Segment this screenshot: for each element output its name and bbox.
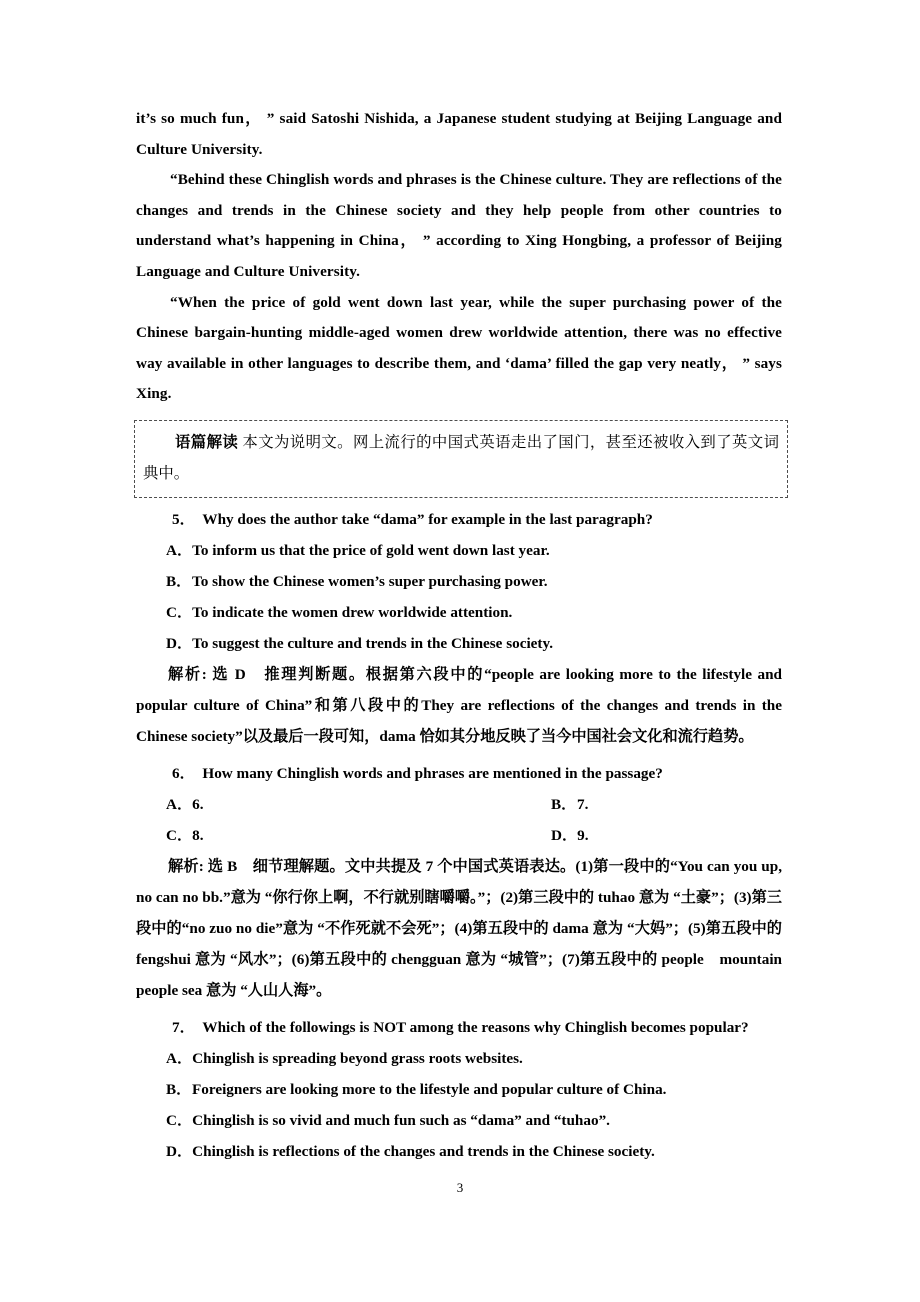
question-explanation [136, 851, 782, 1006]
question-stem [136, 504, 782, 535]
option-row [136, 789, 782, 820]
body-paragraph: “Behind these Chinglish words and phrases is the Chinese culture. They are reflections of the changes and trends in the Chinese society and they help people from other countries to understand what’s happening in China， ” according to Xing Hongbing, a professor of Beijing Language and Culture University. [136, 171, 782, 280]
explanation-body: 细节理解题。文中共提及 7 个中国式英语表达。(1)第一段中的“You can you up, no can no bb.”意为 “你行你上啊，不行就别瞎嚼嚼。”；(2)第三段中的 tuhao 意为 “土豪”；(3)第三段中的“no zuo no die”意为 “不作死就不会死”；(4)第五段中的 dama 意为 “大妈”；(5)第五段中的 fengshui 意为 “风水”；(6)第五段中的 chengguan 意为 “城管”；(7)第五段中的 people mountain people sea 意为 “人山人海”。 [136, 857, 782, 999]
option-letter: D． [551, 826, 578, 844]
question-text: How many Chinglish words and phrases are mentioned in the passage? [202, 764, 663, 782]
explanation-label: 解析: [168, 665, 207, 683]
explanation-body: 推理判断题。根据第六段中的“people are looking more to the lifestyle and popular culture of China”和第八段中的They are reflections of the changes and trends in the Chinese society”以及最后一段可知，dama 恰如其分地反映了当今中国社会文化和流行趋势。 [136, 665, 783, 745]
question-number: 5． [172, 510, 195, 528]
option-text: Chinglish is so vivid and much fun such as “dama” and “tuhao”. [192, 1111, 610, 1129]
passage-analysis-label: 语篇解读 [175, 433, 239, 451]
option-text: Chinglish is spreading beyond grass roots websites. [192, 1049, 523, 1067]
option-d[interactable] [136, 628, 782, 659]
option-letter: A． [166, 1049, 193, 1067]
option-b[interactable] [136, 566, 782, 597]
option-letter: C． [166, 603, 193, 621]
page-content [136, 104, 782, 1167]
body-paragraph: it’s so much fun， ” said Satoshi Nishida, a Japanese student studying at Beijing Language and Culture University. [136, 110, 782, 158]
question-stem [136, 1012, 782, 1043]
option-letter: D． [166, 634, 193, 652]
explanation-answer: 选 D [206, 665, 265, 683]
option-text: 8. [192, 826, 204, 844]
option-text: 6. [192, 795, 204, 813]
option-a[interactable] [136, 1043, 782, 1074]
explanation-label: 解析: [168, 857, 204, 875]
option-letter: C． [166, 826, 193, 844]
option-letter: C． [166, 1111, 193, 1129]
question-5 [136, 504, 782, 752]
option-letter: B． [166, 572, 192, 590]
passage-analysis-body: 本文为说明文。网上流行的中国式英语走出了国门，甚至还被收入到了英文词典中。 [143, 433, 779, 482]
option-c[interactable] [166, 820, 551, 851]
page-number: 3 [456, 1180, 464, 1195]
option-text: Foreigners are looking more to the lifestyle and popular culture of China. [192, 1080, 667, 1098]
question-stem [136, 758, 782, 789]
option-c[interactable] [136, 1105, 782, 1136]
option-text: Chinglish is reflections of the changes and trends in the Chinese society. [192, 1142, 655, 1160]
option-b[interactable] [551, 789, 782, 820]
question-number: 6． [172, 764, 195, 782]
option-text: To suggest the culture and trends in the Chinese society. [192, 634, 554, 652]
option-letter: B． [551, 795, 577, 813]
option-c[interactable] [136, 597, 782, 628]
option-text: To indicate the women drew worldwide attention. [192, 603, 513, 621]
option-row [136, 820, 782, 851]
option-d[interactable] [136, 1136, 782, 1167]
option-a[interactable] [166, 789, 551, 820]
question-text: Why does the author take “dama” for example in the last paragraph? [202, 510, 653, 528]
question-explanation [136, 659, 782, 752]
option-letter: B． [166, 1080, 192, 1098]
question-text: Which of the followings is NOT among the reasons why Chinglish becomes popular? [202, 1018, 749, 1036]
option-text: To inform us that the price of gold went down last year. [192, 541, 550, 559]
explanation-answer: 选 B [203, 857, 253, 875]
option-b[interactable] [136, 1074, 782, 1105]
option-letter: A． [166, 795, 193, 813]
passage-analysis-text [143, 427, 779, 489]
body-paragraph: “When the price of gold went down last year, while the super purchasing power of the Chinese bargain-hunting middle-aged women drew worldwide attention, there was no effective way available in other languages to describe them, and ‘dama’ filled the gap very neatly， ” says Xing. [136, 293, 782, 403]
option-text: 9. [577, 826, 589, 844]
question-6 [136, 758, 782, 1006]
passage-analysis-box [134, 420, 788, 498]
option-d[interactable] [551, 820, 782, 851]
option-a[interactable] [136, 535, 782, 566]
option-letter: D． [166, 1142, 193, 1160]
question-7 [136, 1012, 782, 1167]
question-number: 7． [172, 1018, 195, 1036]
option-text: 7. [577, 795, 589, 813]
option-letter: A． [166, 541, 193, 559]
option-text: To show the Chinese women’s super purchasing power. [192, 572, 548, 590]
